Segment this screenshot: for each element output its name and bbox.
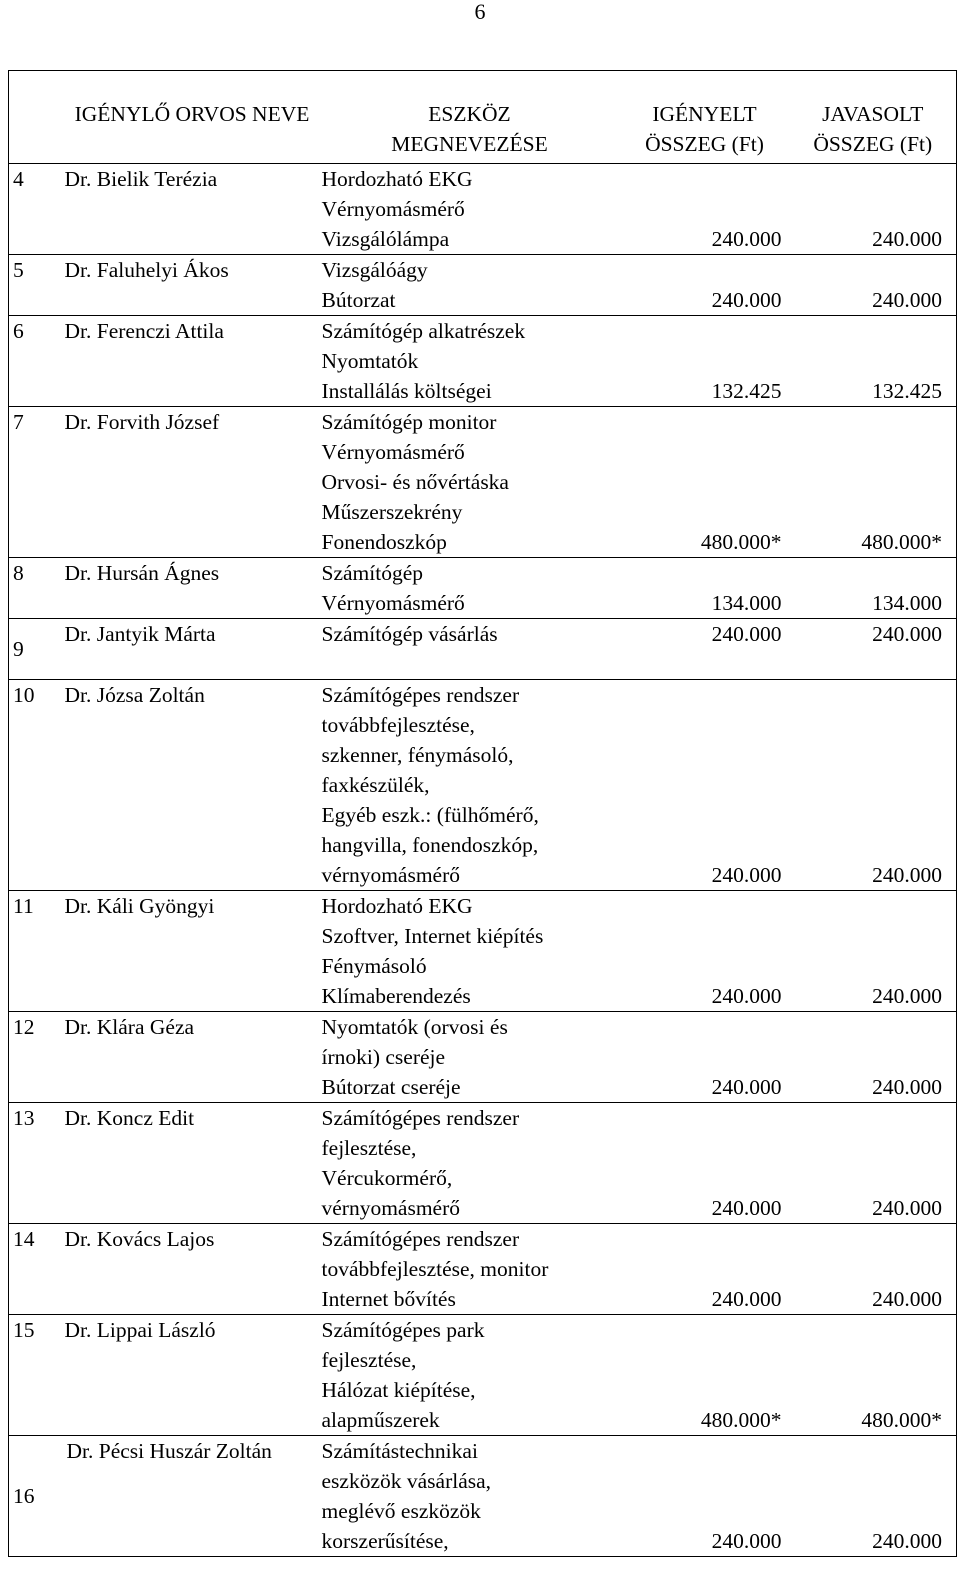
device-item: vérnyomásmérő — [321, 1196, 461, 1220]
header-row — [9, 71, 957, 164]
requested-amount: 240.000 — [620, 680, 790, 891]
device-item: továbbfejlesztése, monitor — [321, 1257, 549, 1281]
device-item: Bútorzat — [321, 288, 396, 312]
device-item: korszerűsítése, — [321, 1529, 449, 1553]
device-item: Hordozható EKG — [321, 894, 473, 918]
device-item: eszközök vásárlása, — [321, 1469, 492, 1493]
requested-amount: 240.000 — [620, 255, 790, 316]
device-list — [320, 1103, 620, 1224]
proposed-amount: 240.000 — [790, 1224, 957, 1315]
row-number: 12 — [9, 1012, 65, 1103]
device-item: Vércukormérő, — [321, 1166, 453, 1190]
requested-amount: 132.425 — [620, 316, 790, 407]
device-item: Orvosi- és nővértáska — [321, 470, 509, 494]
device-item: alapműszerek — [321, 1408, 440, 1432]
row-number: 13 — [9, 1103, 65, 1224]
device-list — [320, 164, 620, 255]
header-device: ESZKÖZ MEGNEVEZÉSE — [320, 71, 620, 164]
row-number: 15 — [9, 1315, 65, 1436]
device-list — [320, 680, 620, 891]
doctor-name: Dr. Pécsi Huszár Zoltán — [65, 1436, 320, 1557]
table-row — [9, 1103, 957, 1224]
row-number: 9 — [9, 619, 65, 680]
table-row — [9, 558, 957, 619]
requested-amount: 240.000 — [620, 619, 790, 680]
device-item: vérnyomásmérő — [321, 863, 461, 887]
table-row — [9, 1012, 957, 1103]
row-number: 6 — [9, 316, 65, 407]
proposed-amount: 480.000* — [790, 1315, 957, 1436]
table-row — [9, 407, 957, 558]
device-item: Hordozható EKG — [321, 167, 473, 191]
device-item: írnoki) cseréje — [321, 1045, 446, 1069]
device-item: Egyéb eszk.: (fülhőmérő, — [321, 803, 539, 827]
header-proposed: JAVASOLT ÖSSZEG (Ft) — [790, 71, 957, 164]
proposed-amount: 132.425 — [790, 316, 957, 407]
header-requested: IGÉNYELT ÖSSZEG (Ft) — [620, 71, 790, 164]
doctor-name: Dr. Bielik Terézia — [65, 164, 320, 255]
doctor-name: Dr. Koncz Edit — [65, 1103, 320, 1224]
page-number: 6 — [474, 0, 486, 24]
device-item: Számítógép vásárlás — [321, 622, 498, 646]
device-list — [320, 1436, 620, 1557]
table-row — [9, 316, 957, 407]
row-number: 11 — [9, 891, 65, 1012]
requested-amount: 240.000 — [620, 164, 790, 255]
device-list — [320, 316, 620, 407]
doctor-name: Dr. Faluhelyi Ákos — [65, 255, 320, 316]
device-list — [320, 619, 620, 680]
device-item: Vérnyomásmérő — [321, 591, 465, 615]
device-item: fejlesztése, — [321, 1136, 417, 1160]
device-list — [320, 1012, 620, 1103]
row-number: 14 — [9, 1224, 65, 1315]
header-num — [9, 71, 65, 164]
row-number: 7 — [9, 407, 65, 558]
proposed-amount: 240.000 — [790, 1103, 957, 1224]
device-item: Szoftver, Internet kiépítés — [321, 924, 544, 948]
table-row — [9, 680, 957, 891]
device-item: Számítógépes park — [321, 1318, 485, 1342]
device-item: Vérnyomásmérő — [321, 197, 465, 221]
device-list — [320, 1315, 620, 1436]
doctor-name: Dr. Forvith József — [65, 407, 320, 558]
proposed-amount: 240.000 — [790, 1436, 957, 1557]
doctor-name: Dr. Hursán Ágnes — [65, 558, 320, 619]
device-item: Vérnyomásmérő — [321, 440, 465, 464]
device-item: fejlesztése, — [321, 1348, 417, 1372]
device-list — [320, 558, 620, 619]
device-item: Fénymásoló — [321, 954, 427, 978]
device-item: Bútorzat cseréje — [321, 1075, 461, 1099]
proposed-amount: 240.000 — [790, 619, 957, 680]
device-item: faxkészülék, — [321, 773, 430, 797]
table-row — [9, 619, 957, 680]
doctor-name: Dr. Ferenczi Attila — [65, 316, 320, 407]
device-item: meglévő eszközök — [321, 1499, 481, 1523]
device-item: Számítógép monitor — [321, 410, 497, 434]
device-item: Vizsgálólámpa — [321, 227, 450, 251]
row-number: 4 — [9, 164, 65, 255]
device-item: Installálás költségei — [321, 379, 492, 403]
requested-amount: 480.000* — [620, 1315, 790, 1436]
row-number: 5 — [9, 255, 65, 316]
requested-amount: 480.000* — [620, 407, 790, 558]
proposed-amount: 240.000 — [790, 164, 957, 255]
table-row — [9, 1436, 957, 1557]
device-list — [320, 255, 620, 316]
row-number: 16 — [9, 1436, 65, 1557]
proposed-amount: 480.000* — [790, 407, 957, 558]
device-list — [320, 1224, 620, 1315]
grant-table — [8, 70, 957, 1557]
device-item: Hálózat kiépítése, — [321, 1378, 476, 1402]
device-item: Fonendoszkóp — [321, 530, 447, 554]
requested-amount: 240.000 — [620, 1436, 790, 1557]
requested-amount: 134.000 — [620, 558, 790, 619]
doctor-name: Dr. Lippai László — [65, 1315, 320, 1436]
proposed-amount: 240.000 — [790, 1012, 957, 1103]
requested-amount: 240.000 — [620, 1224, 790, 1315]
device-item: Internet bővítés — [321, 1287, 456, 1311]
table-row — [9, 164, 957, 255]
device-item: Vizsgálóágy — [321, 258, 428, 282]
requested-amount: 240.000 — [620, 891, 790, 1012]
device-list — [320, 407, 620, 558]
device-item: szkenner, fénymásoló, — [321, 743, 514, 767]
device-item: Számítástechnikai — [321, 1439, 478, 1463]
device-item: Számítógépes rendszer — [321, 1106, 520, 1130]
doctor-name: Dr. Káli Gyöngyi — [65, 891, 320, 1012]
doctor-name: Dr. Kovács Lajos — [65, 1224, 320, 1315]
doctor-name: Dr. Jantyik Márta — [65, 619, 320, 680]
device-item: továbbfejlesztése, — [321, 713, 475, 737]
device-item: Számítógép — [321, 561, 424, 585]
proposed-amount: 240.000 — [790, 255, 957, 316]
proposed-amount: 240.000 — [790, 680, 957, 891]
device-list — [320, 891, 620, 1012]
device-item: hangvilla, fonendoszkóp, — [321, 833, 539, 857]
proposed-amount: 240.000 — [790, 891, 957, 1012]
device-item: Klímaberendezés — [321, 984, 471, 1008]
row-number: 10 — [9, 680, 65, 891]
table-row — [9, 891, 957, 1012]
device-item: Számítógép alkatrészek — [321, 319, 526, 343]
proposed-amount: 134.000 — [790, 558, 957, 619]
device-item: Számítógépes rendszer — [321, 683, 520, 707]
table-row — [9, 1315, 957, 1436]
device-item: Nyomtatók (orvosi és — [321, 1015, 508, 1039]
doctor-name: Dr. Klára Géza — [65, 1012, 320, 1103]
device-item: Műszerszekrény — [321, 500, 463, 524]
device-item: Számítógépes rendszer — [321, 1227, 520, 1251]
device-item: Nyomtatók — [321, 349, 419, 373]
row-number: 8 — [9, 558, 65, 619]
header-doctor: IGÉNYLŐ ORVOS NEVE — [65, 71, 320, 164]
requested-amount: 240.000 — [620, 1103, 790, 1224]
table-row — [9, 1224, 957, 1315]
table-row — [9, 255, 957, 316]
doctor-name: Dr. Józsa Zoltán — [65, 680, 320, 891]
requested-amount: 240.000 — [620, 1012, 790, 1103]
